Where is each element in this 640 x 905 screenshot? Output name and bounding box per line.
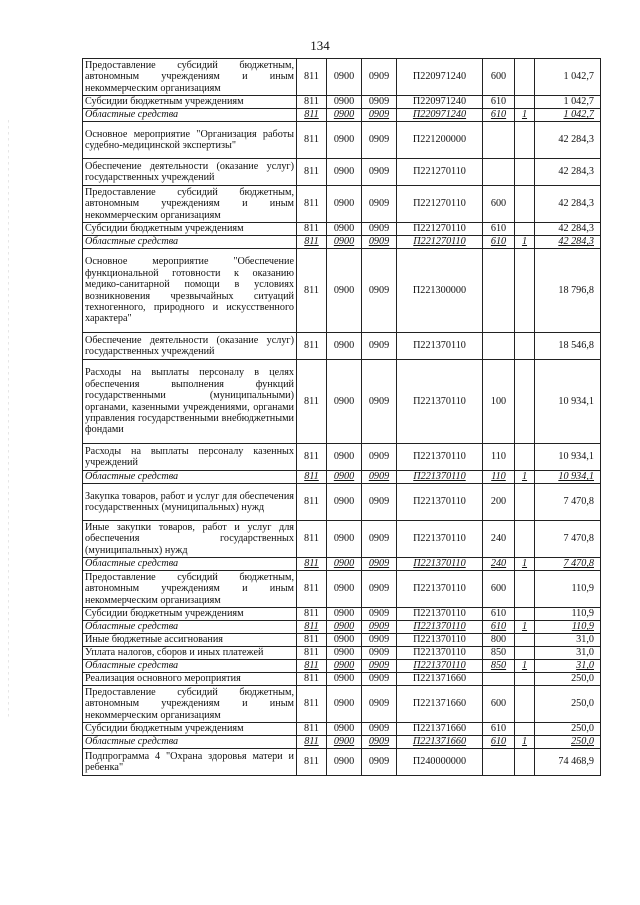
ministry-code: 811 — [297, 109, 327, 122]
expense-type-code: 110 — [483, 444, 515, 471]
target-article-code: П221370110 — [397, 634, 483, 647]
subsection-code: 0909 — [362, 736, 397, 749]
subsection-code: 0909 — [362, 621, 397, 634]
funding-source-code — [515, 444, 535, 471]
subsection-code: 0909 — [362, 484, 397, 521]
target-article-code: П240000000 — [397, 749, 483, 776]
target-article-code: П221370110 — [397, 333, 483, 360]
row-name: Обеспечение деятельности (оказание услуг) государственных учреждений — [83, 159, 297, 186]
expense-type-code: 850 — [483, 660, 515, 673]
funding-source-code — [515, 673, 535, 686]
subsection-code: 0909 — [362, 660, 397, 673]
expense-type-code — [483, 122, 515, 159]
section-code: 0900 — [327, 484, 362, 521]
funding-source-code — [515, 223, 535, 236]
subsection-code: 0909 — [362, 723, 397, 736]
target-article-code: П221371660 — [397, 736, 483, 749]
amount: 1 042,7 — [535, 96, 601, 109]
section-code: 0900 — [327, 249, 362, 333]
table-row-regional-funds — [83, 109, 601, 122]
expense-type-code — [483, 333, 515, 360]
table-row — [83, 122, 601, 159]
table-row-regional-funds — [83, 660, 601, 673]
row-name: Субсидии бюджетным учреждениям — [83, 608, 297, 621]
subsection-code: 0909 — [362, 186, 397, 223]
table-row-regional-funds — [83, 621, 601, 634]
subsection-code: 0909 — [362, 122, 397, 159]
section-code: 0900 — [327, 333, 362, 360]
subsection-code: 0909 — [362, 223, 397, 236]
subsection-code: 0909 — [362, 749, 397, 776]
amount: 7 470,8 — [535, 521, 601, 558]
row-name: Расходы на выплаты персоналу казенных учреждений — [83, 444, 297, 471]
table-row — [83, 186, 601, 223]
funding-source-code — [515, 634, 535, 647]
ministry-code: 811 — [297, 558, 327, 571]
ministry-code: 811 — [297, 471, 327, 484]
section-code: 0900 — [327, 236, 362, 249]
section-code: 0900 — [327, 122, 362, 159]
section-code: 0900 — [327, 749, 362, 776]
amount: 250,0 — [535, 673, 601, 686]
expense-type-code: 600 — [483, 186, 515, 223]
subsection-code: 0909 — [362, 333, 397, 360]
amount: 42 284,3 — [535, 236, 601, 249]
target-article-code: П220971240 — [397, 96, 483, 109]
amount: 42 284,3 — [535, 186, 601, 223]
subsection-code: 0909 — [362, 608, 397, 621]
section-code: 0900 — [327, 660, 362, 673]
expense-type-code — [483, 749, 515, 776]
amount: 110,9 — [535, 608, 601, 621]
target-article-code: П221370110 — [397, 660, 483, 673]
section-code: 0900 — [327, 96, 362, 109]
funding-source-code: 1 — [515, 109, 535, 122]
subsection-code: 0909 — [362, 471, 397, 484]
ministry-code: 811 — [297, 360, 327, 444]
target-article-code: П221270110 — [397, 223, 483, 236]
table-row — [83, 634, 601, 647]
ministry-code: 811 — [297, 608, 327, 621]
amount: 31,0 — [535, 660, 601, 673]
expense-type-code: 600 — [483, 59, 515, 96]
subsection-code: 0909 — [362, 249, 397, 333]
table-row — [83, 673, 601, 686]
row-name: Областные средства — [83, 736, 297, 749]
subsection-code: 0909 — [362, 59, 397, 96]
row-name: Подпрограмма 4 "Охрана здоровья матери и ребенка" — [83, 749, 297, 776]
target-article-code: П221370110 — [397, 360, 483, 444]
target-article-code: П221371660 — [397, 673, 483, 686]
row-name: Субсидии бюджетным учреждениям — [83, 723, 297, 736]
funding-source-code — [515, 333, 535, 360]
expense-type-code: 200 — [483, 484, 515, 521]
ministry-code: 811 — [297, 223, 327, 236]
funding-source-code — [515, 186, 535, 223]
target-article-code: П221370110 — [397, 521, 483, 558]
amount: 18 796,8 — [535, 249, 601, 333]
row-name: Реализация основного мероприятия — [83, 673, 297, 686]
ministry-code: 811 — [297, 521, 327, 558]
target-article-code: П221370110 — [397, 608, 483, 621]
expense-type-code: 610 — [483, 236, 515, 249]
amount: 42 284,3 — [535, 159, 601, 186]
expense-type-code: 610 — [483, 223, 515, 236]
row-name: Областные средства — [83, 660, 297, 673]
target-article-code: П221371660 — [397, 723, 483, 736]
funding-source-code: 1 — [515, 471, 535, 484]
section-code: 0900 — [327, 521, 362, 558]
target-article-code: П221370110 — [397, 647, 483, 660]
ministry-code: 811 — [297, 159, 327, 186]
section-code: 0900 — [327, 471, 362, 484]
funding-source-code — [515, 723, 535, 736]
target-article-code: П221370110 — [397, 621, 483, 634]
expense-type-code: 610 — [483, 109, 515, 122]
expense-type-code: 610 — [483, 608, 515, 621]
funding-source-code: 1 — [515, 736, 535, 749]
amount: 110,9 — [535, 571, 601, 608]
ministry-code: 811 — [297, 723, 327, 736]
section-code: 0900 — [327, 558, 362, 571]
amount: 10 934,1 — [535, 444, 601, 471]
section-code: 0900 — [327, 360, 362, 444]
expense-type-code — [483, 673, 515, 686]
expense-type-code: 240 — [483, 558, 515, 571]
amount: 42 284,3 — [535, 122, 601, 159]
subsection-code: 0909 — [362, 521, 397, 558]
row-name: Субсидии бюджетным учреждениям — [83, 223, 297, 236]
section-code: 0900 — [327, 608, 362, 621]
subsection-code: 0909 — [362, 634, 397, 647]
table-row — [83, 159, 601, 186]
row-name: Предоставление субсидий бюджетным, автономным учреждениям и иным некоммерческим организациям — [83, 186, 297, 223]
target-article-code: П220971240 — [397, 109, 483, 122]
amount: 74 468,9 — [535, 749, 601, 776]
subsection-code: 0909 — [362, 686, 397, 723]
amount: 250,0 — [535, 736, 601, 749]
ministry-code: 811 — [297, 186, 327, 223]
expense-type-code: 610 — [483, 96, 515, 109]
funding-source-code — [515, 360, 535, 444]
ministry-code: 811 — [297, 444, 327, 471]
amount: 31,0 — [535, 647, 601, 660]
ministry-code: 811 — [297, 621, 327, 634]
section-code: 0900 — [327, 673, 362, 686]
funding-source-code — [515, 571, 535, 608]
table-row-regional-funds — [83, 236, 601, 249]
funding-source-code — [515, 249, 535, 333]
ministry-code: 811 — [297, 736, 327, 749]
funding-source-code: 1 — [515, 236, 535, 249]
ministry-code: 811 — [297, 122, 327, 159]
subsection-code: 0909 — [362, 159, 397, 186]
table-row — [83, 249, 601, 333]
table-row — [83, 96, 601, 109]
table-row — [83, 723, 601, 736]
table-row — [83, 608, 601, 621]
table-row — [83, 521, 601, 558]
scan-edge-mark — [8, 120, 9, 720]
table-row — [83, 360, 601, 444]
amount: 10 934,1 — [535, 360, 601, 444]
table-row — [83, 647, 601, 660]
amount: 110,9 — [535, 621, 601, 634]
funding-source-code: 1 — [515, 621, 535, 634]
expense-type-code: 600 — [483, 686, 515, 723]
row-name: Предоставление субсидий бюджетным, автономным учреждениям и иным некоммерческим организациям — [83, 686, 297, 723]
ministry-code: 811 — [297, 571, 327, 608]
table-body — [83, 59, 601, 776]
table-row — [83, 444, 601, 471]
section-code: 0900 — [327, 571, 362, 608]
target-article-code: П221270110 — [397, 236, 483, 249]
subsection-code: 0909 — [362, 571, 397, 608]
target-article-code: П220971240 — [397, 59, 483, 96]
table-row — [83, 223, 601, 236]
expense-type-code: 600 — [483, 571, 515, 608]
section-code: 0900 — [327, 736, 362, 749]
funding-source-code — [515, 122, 535, 159]
amount: 1 042,7 — [535, 109, 601, 122]
row-name: Обеспечение деятельности (оказание услуг) государственных учреждений — [83, 333, 297, 360]
target-article-code: П221370110 — [397, 571, 483, 608]
row-name: Областные средства — [83, 236, 297, 249]
table-row-regional-funds — [83, 471, 601, 484]
ministry-code: 811 — [297, 647, 327, 660]
amount: 250,0 — [535, 723, 601, 736]
expense-type-code — [483, 249, 515, 333]
ministry-code: 811 — [297, 59, 327, 96]
section-code: 0900 — [327, 444, 362, 471]
amount: 18 546,8 — [535, 333, 601, 360]
table-row-regional-funds — [83, 558, 601, 571]
row-name: Предоставление субсидий бюджетным, автономным учреждениям и иным некоммерческим организациям — [83, 571, 297, 608]
row-name: Расходы на выплаты персоналу в целях обеспечения выполнения функций государственными (муниципальными) органами, казенными учреждениями, органами управления государственными внебюджетными фондами — [83, 360, 297, 444]
amount: 1 042,7 — [535, 59, 601, 96]
section-code: 0900 — [327, 59, 362, 96]
page-number: 134 — [310, 38, 330, 53]
section-code: 0900 — [327, 621, 362, 634]
target-article-code: П221270110 — [397, 159, 483, 186]
funding-source-code — [515, 96, 535, 109]
funding-source-code — [515, 484, 535, 521]
ministry-code: 811 — [297, 249, 327, 333]
row-name: Областные средства — [83, 621, 297, 634]
subsection-code: 0909 — [362, 360, 397, 444]
table-row — [83, 686, 601, 723]
funding-source-code — [515, 647, 535, 660]
expense-type-code: 100 — [483, 360, 515, 444]
ministry-code: 811 — [297, 96, 327, 109]
table-row — [83, 749, 601, 776]
row-name: Иные бюджетные ассигнования — [83, 634, 297, 647]
ministry-code: 811 — [297, 673, 327, 686]
expense-type-code: 800 — [483, 634, 515, 647]
target-article-code: П221370110 — [397, 444, 483, 471]
row-name: Областные средства — [83, 558, 297, 571]
expense-type-code: 850 — [483, 647, 515, 660]
section-code: 0900 — [327, 634, 362, 647]
expense-type-code: 610 — [483, 723, 515, 736]
row-name: Предоставление субсидий бюджетным, автономным учреждениям и иным некоммерческим организациям — [83, 59, 297, 96]
row-name: Уплата налогов, сборов и иных платежей — [83, 647, 297, 660]
expense-type-code: 240 — [483, 521, 515, 558]
amount: 7 470,8 — [535, 558, 601, 571]
table-row-regional-funds — [83, 736, 601, 749]
expense-type-code: 610 — [483, 621, 515, 634]
section-code: 0900 — [327, 723, 362, 736]
row-name: Иные закупки товаров, работ и услуг для обеспечения государственных (муниципальных) нужд — [83, 521, 297, 558]
funding-source-code — [515, 686, 535, 723]
table-row — [83, 59, 601, 96]
ministry-code: 811 — [297, 660, 327, 673]
section-code: 0900 — [327, 686, 362, 723]
subsection-code: 0909 — [362, 558, 397, 571]
target-article-code: П221300000 — [397, 249, 483, 333]
ministry-code: 811 — [297, 749, 327, 776]
row-name: Основное мероприятие "Организация работы судебно-медицинской экспертизы" — [83, 122, 297, 159]
section-code: 0900 — [327, 186, 362, 223]
section-code: 0900 — [327, 159, 362, 186]
expense-type-code: 110 — [483, 471, 515, 484]
funding-source-code — [515, 608, 535, 621]
ministry-code: 811 — [297, 634, 327, 647]
subsection-code: 0909 — [362, 96, 397, 109]
expense-type-code: 610 — [483, 736, 515, 749]
budget-table — [82, 58, 601, 776]
expense-type-code — [483, 159, 515, 186]
table-row — [83, 571, 601, 608]
target-article-code: П221200000 — [397, 122, 483, 159]
amount: 10 934,1 — [535, 471, 601, 484]
subsection-code: 0909 — [362, 673, 397, 686]
row-name: Субсидии бюджетным учреждениям — [83, 96, 297, 109]
target-article-code: П221370110 — [397, 484, 483, 521]
table-row — [83, 333, 601, 360]
ministry-code: 811 — [297, 236, 327, 249]
section-code: 0900 — [327, 109, 362, 122]
funding-source-code — [515, 59, 535, 96]
amount: 42 284,3 — [535, 223, 601, 236]
subsection-code: 0909 — [362, 236, 397, 249]
target-article-code: П221370110 — [397, 558, 483, 571]
amount: 250,0 — [535, 686, 601, 723]
funding-source-code: 1 — [515, 660, 535, 673]
subsection-code: 0909 — [362, 109, 397, 122]
ministry-code: 811 — [297, 333, 327, 360]
target-article-code: П221370110 — [397, 471, 483, 484]
funding-source-code — [515, 521, 535, 558]
table-row — [83, 484, 601, 521]
target-article-code: П221371660 — [397, 686, 483, 723]
amount: 31,0 — [535, 634, 601, 647]
subsection-code: 0909 — [362, 647, 397, 660]
row-name: Областные средства — [83, 471, 297, 484]
ministry-code: 811 — [297, 484, 327, 521]
funding-source-code: 1 — [515, 558, 535, 571]
ministry-code: 811 — [297, 686, 327, 723]
funding-source-code — [515, 159, 535, 186]
row-name: Основное мероприятие "Обеспечение функциональной готовности к оказанию медико-санитарной помощи в условиях возникновения чрезвычайных ситуаций техногенного, природного и искусственного характера" — [83, 249, 297, 333]
section-code: 0900 — [327, 647, 362, 660]
row-name: Закупка товаров, работ и услуг для обеспечения государственных (муниципальных) нужд — [83, 484, 297, 521]
section-code: 0900 — [327, 223, 362, 236]
target-article-code: П221270110 — [397, 186, 483, 223]
subsection-code: 0909 — [362, 444, 397, 471]
amount: 7 470,8 — [535, 484, 601, 521]
row-name: Областные средства — [83, 109, 297, 122]
funding-source-code — [515, 749, 535, 776]
